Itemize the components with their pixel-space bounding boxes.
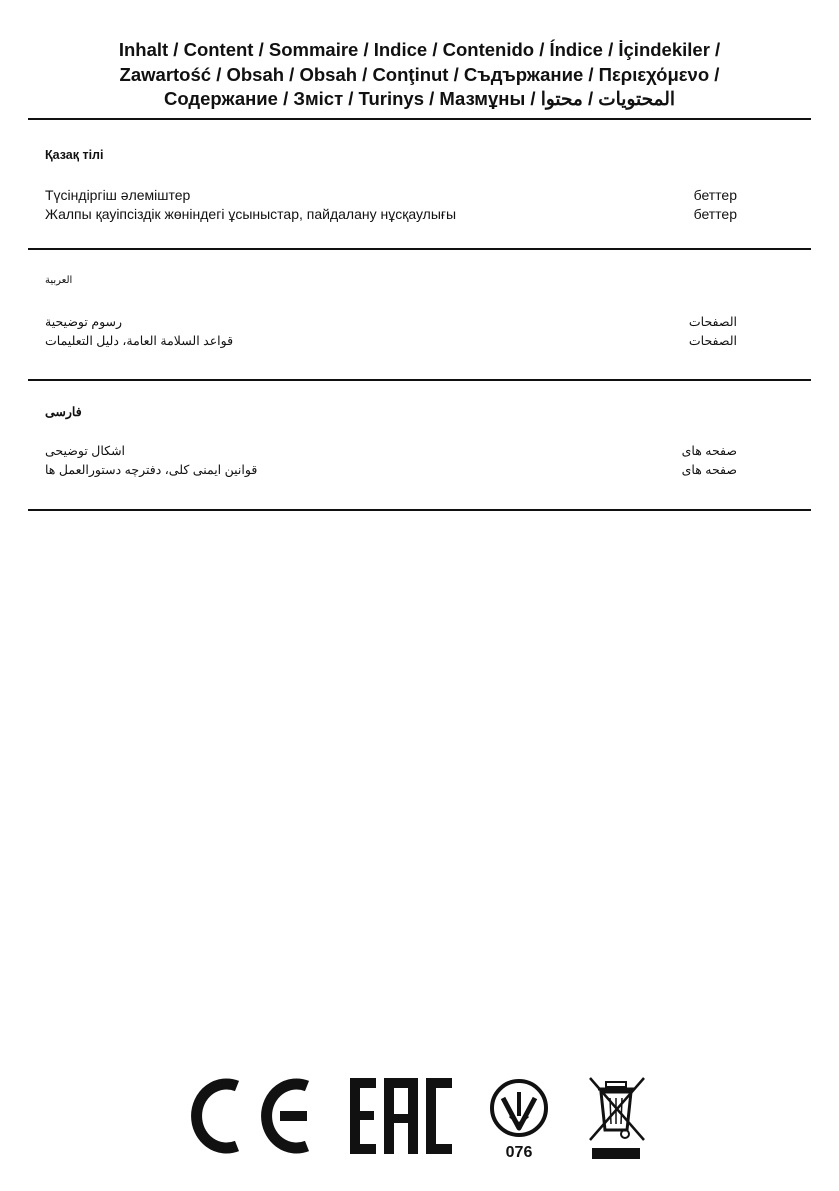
section-title: العربية bbox=[45, 275, 73, 286]
heading-line-2: Zawartość / Obsah / Obsah / Conţinut / Съдържание / Περιεχόμενο / bbox=[119, 63, 720, 85]
contents-heading bbox=[40, 38, 799, 112]
toc-label: قوانین ایمنی کلی، دفترچه دستورالعمل ها bbox=[45, 463, 258, 477]
heading-line-1: Inhalt / Content / Sommaire / Indice / Contenido / Índice / İçindekiler / bbox=[118, 39, 721, 60]
toc-row bbox=[45, 313, 737, 332]
section-divider bbox=[28, 248, 811, 250]
toc-page-ref: беттер bbox=[693, 206, 737, 222]
toc-row bbox=[45, 205, 737, 224]
toc-page-ref: صفحه های bbox=[681, 444, 737, 458]
section-title: فارسی bbox=[45, 405, 82, 419]
toc-label: رسوم توضيحية bbox=[45, 315, 123, 329]
toc-label: Түсіндіргіш әлеміштер bbox=[45, 187, 191, 203]
section-persian bbox=[45, 404, 737, 480]
toc-row bbox=[45, 442, 737, 461]
section-arabic bbox=[45, 275, 737, 351]
section-title: Қазақ тілі bbox=[45, 148, 104, 162]
toc-label: اشکال توضیحی bbox=[45, 444, 126, 458]
toc-label: قواعد السلامة العامة، دليل التعليمات bbox=[45, 334, 234, 348]
toc-row bbox=[45, 461, 737, 480]
section-kazakh bbox=[45, 148, 737, 224]
certification-marks bbox=[0, 1070, 839, 1170]
ukrsepro-code: 076 bbox=[505, 1144, 533, 1161]
toc-page-ref: الصفحات bbox=[688, 334, 737, 348]
weee-crossed-bin-icon bbox=[584, 1076, 648, 1166]
heading-line-3: Содержание / Зміст / Turinys / Мазмұны / المحتويات / محتوا bbox=[163, 88, 675, 109]
section-divider bbox=[28, 509, 811, 511]
section-divider bbox=[28, 118, 811, 120]
eac-mark-icon bbox=[350, 1076, 452, 1156]
toc-page-ref: صفحه های bbox=[681, 463, 737, 477]
toc-page-ref: الصفحات bbox=[688, 315, 737, 329]
toc-row bbox=[45, 186, 737, 205]
toc-page-ref: беттер bbox=[693, 187, 737, 203]
toc-row bbox=[45, 332, 737, 351]
ce-mark-icon bbox=[190, 1076, 320, 1156]
section-divider bbox=[28, 379, 811, 381]
toc-label: Жалпы қауіпсіздік жөніндегі ұсыныстар, пайдалану нұсқаулығы bbox=[45, 206, 457, 222]
